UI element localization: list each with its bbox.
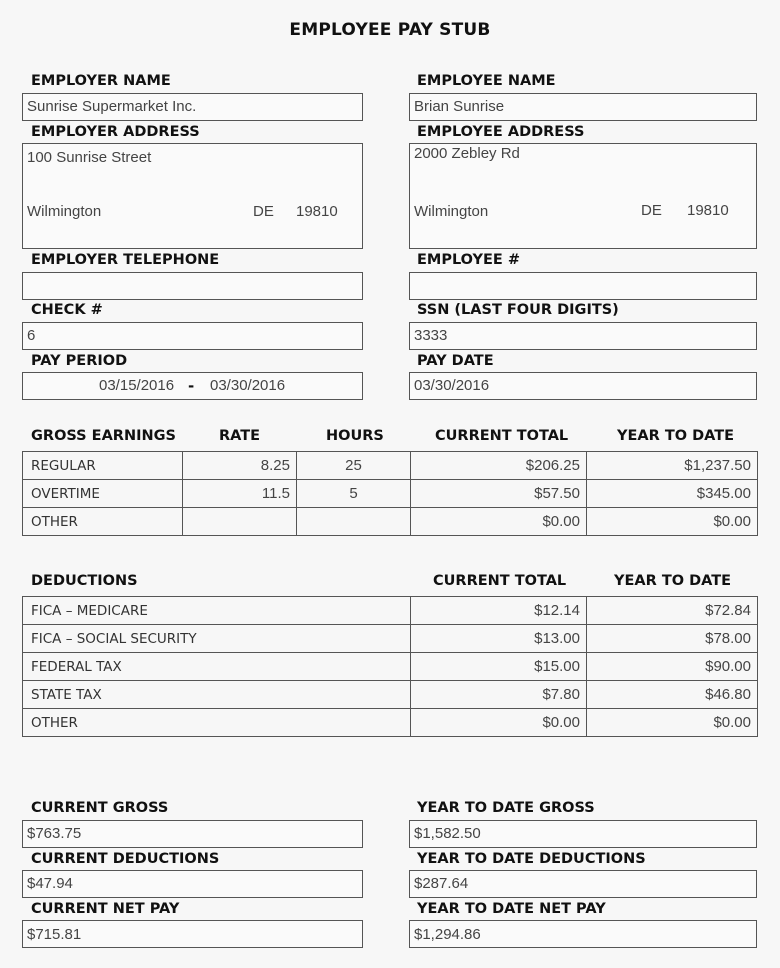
earnings-header-rate: RATE — [219, 428, 261, 444]
table-row — [23, 452, 758, 480]
employee-city: Wilmington — [414, 203, 489, 220]
pay-period-start: 03/15/2016 — [99, 377, 175, 394]
deduction-row-current[interactable]: $13.00 — [411, 625, 587, 653]
earnings-table — [22, 451, 758, 536]
ytd-net-pay-label: YEAR TO DATE NET PAY — [417, 901, 606, 917]
ytd-gross-field[interactable] — [409, 820, 757, 848]
earnings-row-name: OVERTIME — [23, 480, 183, 508]
employer-name-label: EMPLOYER NAME — [31, 73, 171, 89]
earnings-row-hours[interactable]: 25 — [297, 452, 411, 480]
earnings-header-current: CURRENT TOTAL — [435, 428, 569, 444]
earnings-row-name: REGULAR — [23, 452, 183, 480]
current-net-pay-field[interactable] — [22, 920, 363, 948]
deductions-header-current: CURRENT TOTAL — [433, 573, 567, 589]
ytd-net-pay-field[interactable] — [409, 920, 757, 948]
employer-city: Wilmington — [27, 203, 102, 220]
employer-street: 100 Sunrise Street — [27, 149, 152, 166]
deduction-row-name: FICA – SOCIAL SECURITY — [23, 625, 411, 653]
deduction-row-ytd[interactable]: $90.00 — [587, 653, 758, 681]
deduction-row-current[interactable]: $12.14 — [411, 597, 587, 625]
current-gross-label: CURRENT GROSS — [31, 800, 169, 816]
ytd-deductions-value: $287.64 — [414, 875, 469, 892]
pay-date-field[interactable] — [409, 372, 757, 400]
pay-period-field[interactable] — [22, 372, 363, 400]
employee-name-label: EMPLOYEE NAME — [417, 73, 556, 89]
current-deductions-field[interactable] — [22, 870, 363, 898]
earnings-row-current[interactable]: $206.25 — [411, 452, 587, 480]
earnings-row-ytd[interactable]: $345.00 — [587, 480, 758, 508]
pay-date-label: PAY DATE — [417, 353, 494, 369]
current-gross-field[interactable] — [22, 820, 363, 848]
ytd-gross-value: $1,582.50 — [414, 825, 481, 842]
deduction-row-ytd[interactable]: $0.00 — [587, 709, 758, 737]
employee-street: 2000 Zebley Rd — [414, 145, 520, 162]
employee-name-field[interactable] — [409, 93, 757, 121]
employer-state: DE — [253, 203, 274, 220]
deductions-header-ytd: YEAR TO DATE — [614, 573, 732, 589]
ytd-gross-label: YEAR TO DATE GROSS — [417, 800, 595, 816]
pay-date-value: 03/30/2016 — [414, 377, 490, 394]
table-row — [23, 653, 758, 681]
employer-address-field[interactable] — [22, 143, 363, 249]
earnings-row-rate[interactable]: 11.5 — [183, 480, 297, 508]
employee-address-field[interactable] — [409, 143, 757, 249]
employer-telephone-label: EMPLOYER TELEPHONE — [31, 252, 220, 268]
ytd-deductions-label: YEAR TO DATE DEDUCTIONS — [417, 851, 646, 867]
earnings-row-ytd[interactable]: $0.00 — [587, 508, 758, 536]
current-deductions-label: CURRENT DEDUCTIONS — [31, 851, 220, 867]
deduction-row-ytd[interactable]: $78.00 — [587, 625, 758, 653]
table-row — [23, 681, 758, 709]
earnings-row-name: OTHER — [23, 508, 183, 536]
employee-number-field[interactable] — [409, 272, 757, 300]
check-number-value: 6 — [27, 327, 36, 344]
earnings-row-hours[interactable]: 5 — [297, 480, 411, 508]
deductions-header-name: DEDUCTIONS — [31, 573, 138, 589]
check-number-field[interactable] — [22, 322, 363, 350]
current-net-pay-label: CURRENT NET PAY — [31, 901, 180, 917]
pay-period-separator: - — [188, 377, 195, 395]
check-number-label: CHECK # — [31, 302, 103, 318]
earnings-header-hours: HOURS — [326, 428, 384, 444]
page-title: EMPLOYEE PAY STUB — [289, 20, 491, 40]
deductions-table — [22, 596, 758, 737]
earnings-row-hours[interactable] — [297, 508, 411, 536]
table-row — [23, 597, 758, 625]
earnings-header-name: GROSS EARNINGS — [31, 428, 176, 444]
earnings-row-rate[interactable]: 8.25 — [183, 452, 297, 480]
ytd-deductions-field[interactable] — [409, 870, 757, 898]
deduction-row-name: OTHER — [23, 709, 411, 737]
earnings-row-rate[interactable] — [183, 508, 297, 536]
employee-name-value: Brian Sunrise — [414, 98, 505, 115]
current-net-pay-value: $715.81 — [27, 926, 82, 943]
ssn-value: 3333 — [414, 327, 448, 344]
table-row — [23, 480, 758, 508]
employee-zip: 19810 — [687, 202, 729, 219]
deduction-row-name: STATE TAX — [23, 681, 411, 709]
deduction-row-current[interactable]: $15.00 — [411, 653, 587, 681]
table-row — [23, 709, 758, 737]
ssn-field[interactable] — [409, 322, 757, 350]
employer-name-field[interactable] — [22, 93, 363, 121]
earnings-row-current[interactable]: $57.50 — [411, 480, 587, 508]
deduction-row-current[interactable]: $7.80 — [411, 681, 587, 709]
employee-number-label: EMPLOYEE # — [417, 252, 521, 268]
deduction-row-name: FEDERAL TAX — [23, 653, 411, 681]
earnings-row-current[interactable]: $0.00 — [411, 508, 587, 536]
employee-state: DE — [641, 202, 662, 219]
ytd-net-pay-value: $1,294.86 — [414, 926, 481, 943]
current-deductions-value: $47.94 — [27, 875, 73, 892]
current-gross-value: $763.75 — [27, 825, 82, 842]
employer-address-label: EMPLOYER ADDRESS — [31, 124, 200, 140]
pay-period-end: 03/30/2016 — [210, 377, 286, 394]
deduction-row-ytd[interactable]: $72.84 — [587, 597, 758, 625]
earnings-row-ytd[interactable]: $1,237.50 — [587, 452, 758, 480]
employer-telephone-field[interactable] — [22, 272, 363, 300]
employer-name-value: Sunrise Supermarket Inc. — [27, 98, 197, 115]
table-row — [23, 625, 758, 653]
deduction-row-ytd[interactable]: $46.80 — [587, 681, 758, 709]
pay-period-label: PAY PERIOD — [31, 353, 128, 369]
table-row — [23, 508, 758, 536]
earnings-header-ytd: YEAR TO DATE — [617, 428, 735, 444]
employee-address-label: EMPLOYEE ADDRESS — [417, 124, 585, 140]
ssn-label: SSN (LAST FOUR DIGITS) — [417, 302, 619, 318]
deduction-row-name: FICA – MEDICARE — [23, 597, 411, 625]
deduction-row-current[interactable]: $0.00 — [411, 709, 587, 737]
employer-zip: 19810 — [296, 203, 338, 220]
